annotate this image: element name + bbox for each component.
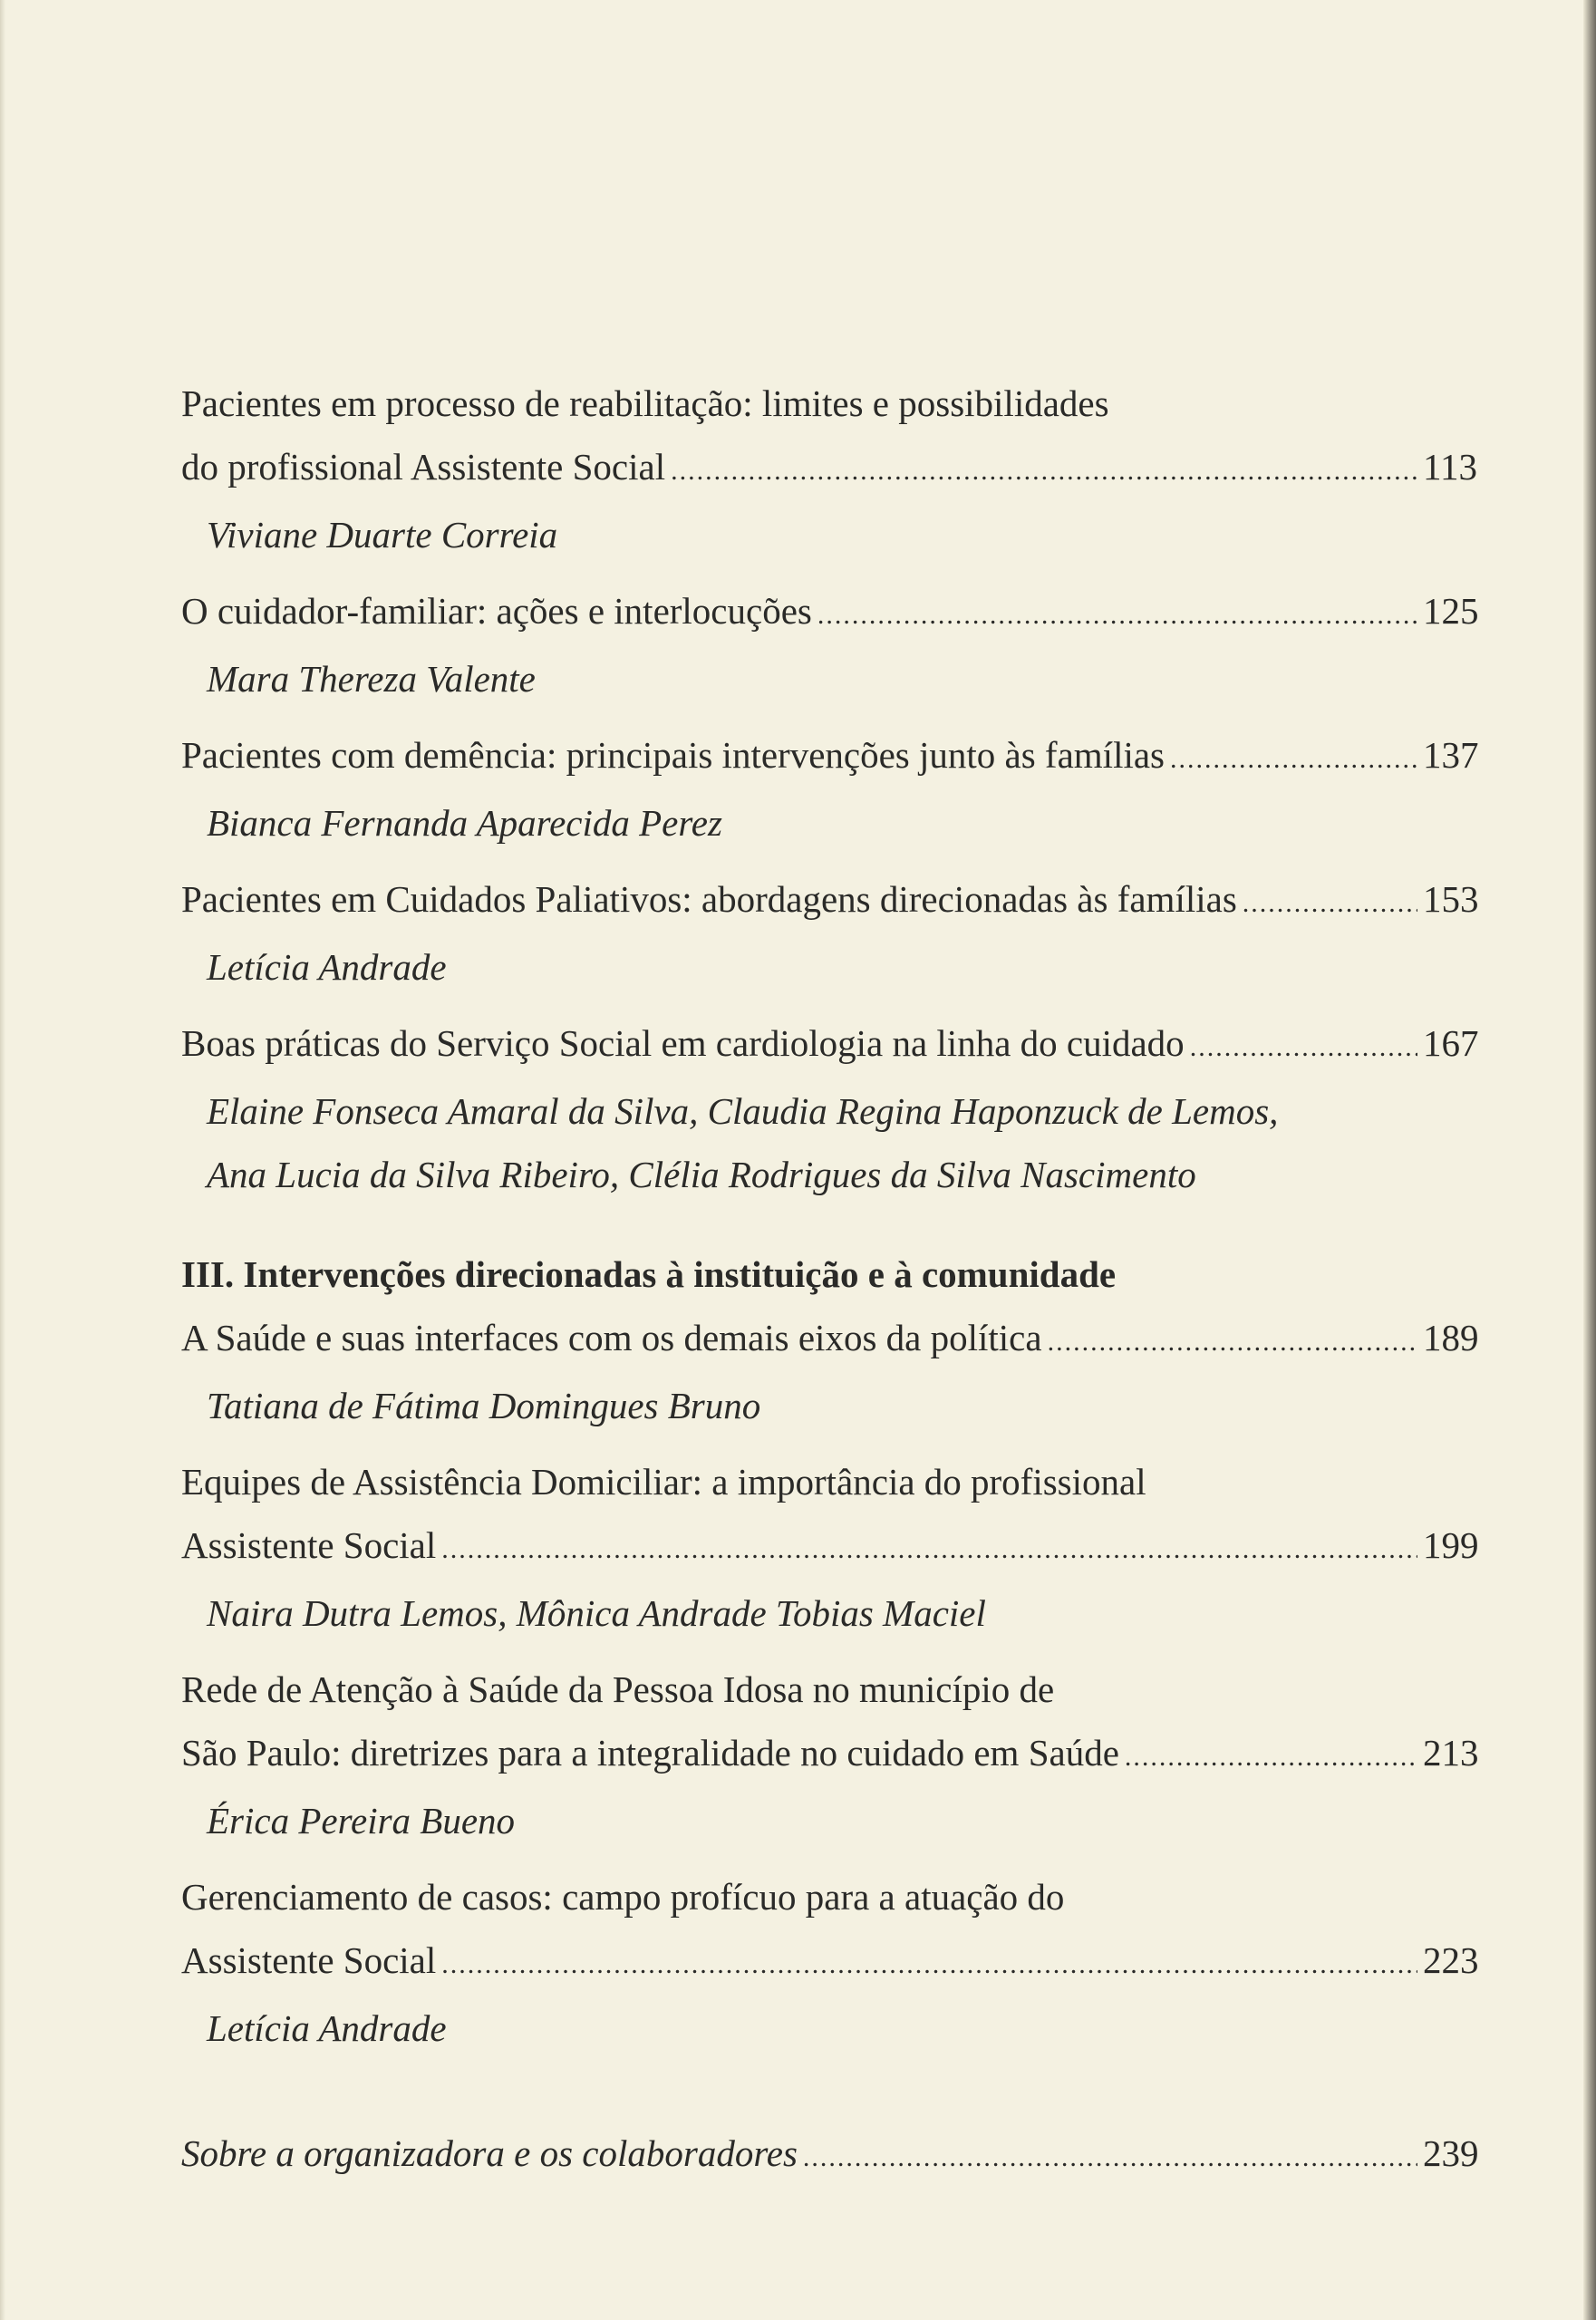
toc-entry-title: do profissional Assistente Social — [181, 446, 666, 488]
toc-entry-title-line — [181, 579, 1477, 647]
page-binding-edge — [1583, 0, 1596, 2320]
toc-entry-contributors — [181, 2122, 1477, 2190]
page-number: 189 — [1423, 1317, 1479, 1358]
toc-entry — [181, 372, 1477, 566]
toc-entry-title: Rede de Atenção à Saúde da Pessoa Idosa no município de — [181, 1668, 1055, 1710]
dot-leader — [1190, 1011, 1417, 1079]
toc-entry-title: Assistente Social — [181, 1939, 437, 1981]
toc-entry — [181, 579, 1477, 710]
toc-entry-author: Mara Thereza Valente — [207, 658, 536, 700]
page-number: 223 — [1423, 1939, 1479, 1981]
toc-entry-title: O cuidador-familiar: ações e interlocuções — [181, 590, 812, 632]
toc-entry — [181, 1011, 1477, 1206]
toc-entry — [181, 723, 1477, 855]
toc-entry-title: São Paulo: diretrizes para a integralidade no cuidado em Saúde — [181, 1732, 1119, 1774]
toc-entry-author: Viviane Duarte Correia — [207, 514, 558, 556]
table-of-contents — [181, 372, 1477, 2202]
toc-entry-title-line — [181, 1011, 1477, 1079]
dot-leader — [803, 2122, 1417, 2190]
toc-entry-title: Pacientes em processo de reabilitação: limites e possibilidades — [181, 382, 1109, 424]
page-number: 125 — [1423, 590, 1479, 632]
toc-entry-title: A Saúde e suas interfaces com os demais eixos da política — [181, 1317, 1042, 1358]
toc-entry-author: Tatiana de Fátima Domingues Bruno — [207, 1385, 761, 1426]
page-number: 199 — [1423, 1524, 1479, 1566]
toc-entry-title-line — [181, 723, 1477, 791]
dot-leader — [441, 1928, 1417, 1996]
section-heading: III. Intervenções direcionadas à instituição e à comunidade — [181, 1253, 1117, 1295]
toc-entry — [181, 1450, 1477, 1645]
toc-entry-title-line — [181, 1865, 1477, 1928]
dot-leader — [1125, 1721, 1417, 1789]
toc-entry-title-line — [181, 1928, 1477, 1996]
toc-entry-author: Érica Pereira Bueno — [207, 1800, 516, 1842]
page-number: 239 — [1423, 2132, 1479, 2174]
page-left-edge — [0, 0, 5, 2320]
page-number: 167 — [1423, 1022, 1479, 1064]
toc-entry-title: Boas práticas do Serviço Social em cardiologia na linha do cuidado — [181, 1022, 1185, 1064]
dot-leader — [817, 579, 1417, 647]
toc-entry — [181, 1865, 1477, 2060]
toc-entry-title: Gerenciamento de casos: campo profícuo para a atuação do — [181, 1876, 1065, 1918]
page-number: 153 — [1423, 878, 1479, 920]
toc-entry-title-line — [181, 2122, 1477, 2190]
toc-entry-title-line — [181, 867, 1477, 935]
toc-entry-title-line — [181, 1721, 1477, 1789]
toc-entry — [181, 867, 1477, 999]
toc-entry-title: Pacientes com demência: principais intervenções junto às famílias — [181, 734, 1165, 776]
toc-entry-title: Pacientes em Cuidados Paliativos: abordagens direcionadas às famílias — [181, 878, 1237, 920]
page-number: 113 — [1423, 446, 1477, 488]
toc-entry-title-line — [181, 1306, 1477, 1374]
toc-entry — [181, 1658, 1477, 1852]
toc-entry-title-line — [181, 372, 1477, 435]
toc-entry-author: Bianca Fernanda Aparecida Perez — [207, 802, 722, 844]
dot-leader — [441, 1513, 1417, 1581]
toc-entry-title: Equipes de Assistência Domiciliar: a importância do profissional — [181, 1461, 1146, 1503]
dot-leader — [1048, 1306, 1417, 1374]
dot-leader — [1170, 723, 1417, 791]
toc-entry — [181, 1306, 1477, 1437]
toc-entry-author: Letícia Andrade — [207, 2007, 447, 2049]
toc-entry-title: Assistente Social — [181, 1524, 437, 1566]
toc-entry-title-line — [181, 1658, 1477, 1721]
toc-entry-title-line — [181, 1513, 1477, 1581]
toc-entry-title-line — [181, 1450, 1477, 1513]
dot-leader — [671, 435, 1417, 503]
dot-leader — [1243, 867, 1417, 935]
toc-entry-author: Naira Dutra Lemos, Mônica Andrade Tobias Maciel — [207, 1592, 986, 1634]
page-number: 213 — [1423, 1732, 1479, 1774]
toc-entry-title: Sobre a organizadora e os colaboradores — [181, 2132, 798, 2174]
toc-entry-author: Letícia Andrade — [207, 946, 447, 988]
toc-entry-title-line — [181, 435, 1477, 503]
page-number: 137 — [1423, 734, 1479, 776]
toc-entry-author: Elaine Fonseca Amaral da Silva, Claudia Regina Haponzuck de Lemos, — [207, 1090, 1279, 1132]
toc-entry-author: Ana Lucia da Silva Ribeiro, Clélia Rodrigues da Silva Nascimento — [207, 1154, 1196, 1195]
